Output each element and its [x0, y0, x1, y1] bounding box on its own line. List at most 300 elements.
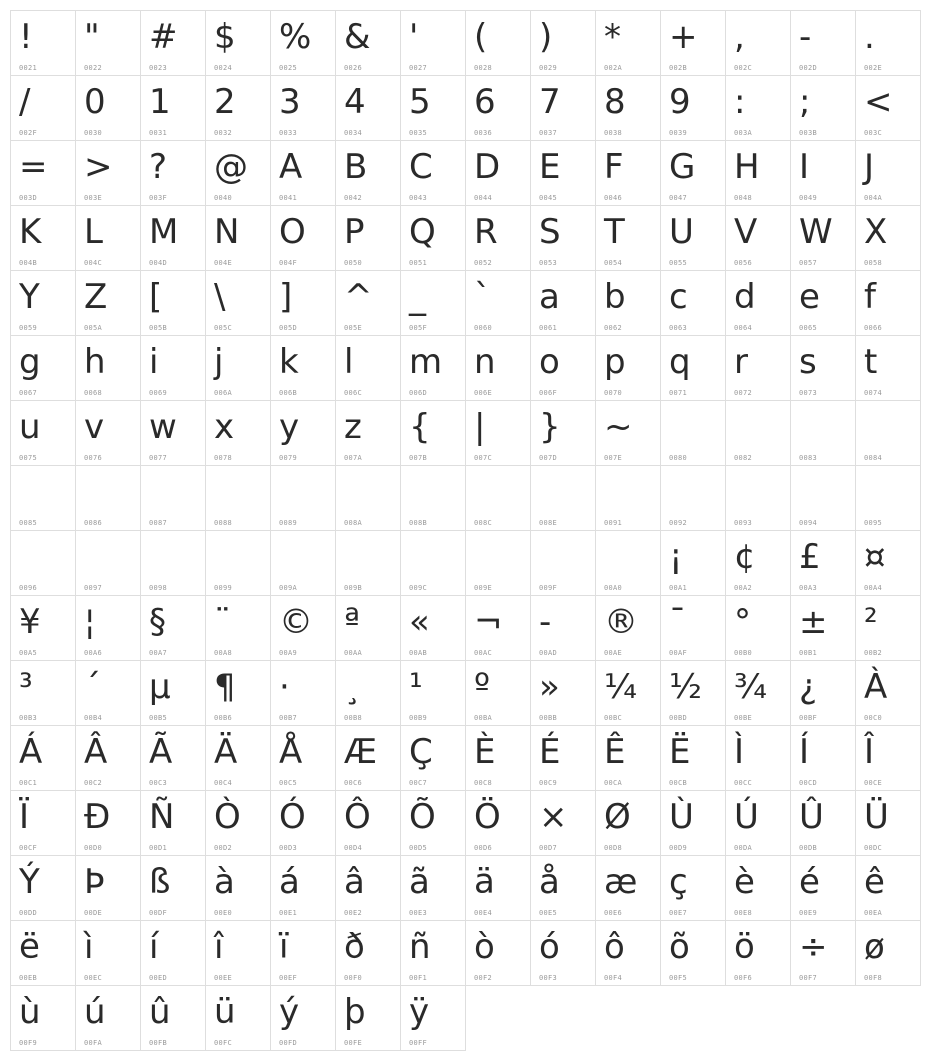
- glyph-char: ?: [149, 147, 168, 187]
- glyph-char: Z: [84, 277, 108, 317]
- glyph-cell-0051: [400, 205, 466, 271]
- glyph-codepoint-label: 00D3: [279, 844, 298, 852]
- glyph-char: ©: [279, 602, 313, 642]
- glyph-codepoint-label: 003A: [734, 129, 753, 137]
- glyph-codepoint-label: 007A: [344, 454, 363, 462]
- glyph-char: ò: [474, 927, 495, 967]
- glyph-cell-0052: [465, 205, 531, 271]
- glyph-codepoint-label: 00C3: [149, 779, 168, 787]
- glyph-cell-00db: [790, 790, 856, 856]
- glyph-cell-00b4: [75, 660, 141, 726]
- glyph-cell-00c5: [270, 725, 336, 791]
- glyph-cell-0096: [10, 530, 76, 596]
- glyph-codepoint-label: 0053: [539, 259, 558, 267]
- glyph-cell-00d2: [205, 790, 271, 856]
- glyph-char: ì: [84, 927, 94, 967]
- glyph-codepoint-label: 0082: [734, 454, 753, 462]
- glyph-codepoint-label: 004A: [864, 194, 883, 202]
- glyph-char: 2: [214, 82, 236, 122]
- glyph-char: \: [214, 277, 226, 317]
- glyph-codepoint-label: 00C0: [864, 714, 883, 722]
- glyph-char: -: [799, 17, 812, 57]
- glyph-char: ¢: [734, 537, 756, 577]
- glyph-cell-00b0: [725, 595, 791, 661]
- glyph-codepoint-label: 00CD: [799, 779, 818, 787]
- glyph-cell-00d6: [465, 790, 531, 856]
- glyph-codepoint-label: 00E7: [669, 909, 688, 917]
- glyph-codepoint-label: 00CA: [604, 779, 623, 787]
- glyph-cell-00c4: [205, 725, 271, 791]
- glyph-codepoint-label: 006B: [279, 389, 298, 397]
- glyph-char: 6: [474, 82, 496, 122]
- glyph-codepoint-label: 002B: [669, 64, 688, 72]
- glyph-cell-00fe: [335, 985, 401, 1051]
- glyph-codepoint-label: 00D9: [669, 844, 688, 852]
- glyph-codepoint-label: 0057: [799, 259, 818, 267]
- glyph-char: ¤: [864, 537, 886, 577]
- glyph-codepoint-label: 0066: [864, 324, 883, 332]
- glyph-codepoint-label: 00C1: [19, 779, 38, 787]
- glyph-codepoint-label: 00B4: [84, 714, 103, 722]
- glyph-cell-00f9: [10, 985, 76, 1051]
- glyph-cell-00fb: [140, 985, 206, 1051]
- glyph-cell-0022: [75, 10, 141, 76]
- glyph-cell-00a7: [140, 595, 206, 661]
- glyph-codepoint-label: 0028: [474, 64, 493, 72]
- glyph-char: Þ: [84, 862, 105, 902]
- glyph-codepoint-label: 00A9: [279, 649, 298, 657]
- glyph-codepoint-label: 0085: [19, 519, 38, 527]
- glyph-cell-0087: [140, 465, 206, 531]
- glyph-codepoint-label: 0065: [799, 324, 818, 332]
- glyph-codepoint-label: 00BF: [799, 714, 818, 722]
- glyph-codepoint-label: 00A0: [604, 584, 623, 592]
- glyph-cell-00be: [725, 660, 791, 726]
- glyph-char: å: [539, 862, 560, 902]
- glyph-cell-00aa: [335, 595, 401, 661]
- glyph-codepoint-label: 00D8: [604, 844, 623, 852]
- glyph-codepoint-label: 0035: [409, 129, 428, 137]
- glyph-cell-0070: [595, 335, 661, 401]
- glyph-cell-00ea: [855, 855, 921, 921]
- glyph-char: Ó: [279, 797, 306, 837]
- glyph-cell-00b5: [140, 660, 206, 726]
- glyph-char: ;: [799, 82, 811, 122]
- glyph-codepoint-label: 0091: [604, 519, 623, 527]
- glyph-char: D: [474, 147, 501, 187]
- glyph-char: ñ: [409, 927, 431, 967]
- glyph-cell-0092: [660, 465, 726, 531]
- glyph-codepoint-label: 00CB: [669, 779, 688, 787]
- glyph-cell-0065: [790, 270, 856, 336]
- glyph-cell-0093: [725, 465, 791, 531]
- glyph-char: à: [214, 862, 235, 902]
- glyph-cell-002d: [790, 10, 856, 76]
- glyph-codepoint-label: 00F5: [669, 974, 688, 982]
- glyph-char: N: [214, 212, 240, 252]
- glyph-char: t: [864, 342, 878, 382]
- glyph-cell-0077: [140, 400, 206, 466]
- glyph-codepoint-label: 00DE: [84, 909, 103, 917]
- glyph-codepoint-label: 00E2: [344, 909, 363, 917]
- glyph-char: r: [734, 342, 748, 382]
- glyph-cell-00cc: [725, 725, 791, 791]
- glyph-cell-00ec: [75, 920, 141, 986]
- glyph-char: X: [864, 212, 888, 252]
- glyph-codepoint-label: 003B: [799, 129, 818, 137]
- glyph-codepoint-label: 0046: [604, 194, 623, 202]
- glyph-cell-009f: [530, 530, 596, 596]
- glyph-cell-007d: [530, 400, 596, 466]
- glyph-cell-00f6: [725, 920, 791, 986]
- glyph-cell-008c: [465, 465, 531, 531]
- glyph-grid: [10, 10, 920, 1050]
- glyph-char: ê: [864, 862, 885, 902]
- glyph-codepoint-label: 00BD: [669, 714, 688, 722]
- glyph-char: ã: [409, 862, 430, 902]
- glyph-cell-0078: [205, 400, 271, 466]
- glyph-codepoint-label: 0084: [864, 454, 883, 462]
- glyph-codepoint-label: 0070: [604, 389, 623, 397]
- glyph-char: %: [279, 17, 312, 57]
- glyph-codepoint-label: 0095: [864, 519, 883, 527]
- glyph-char: Ý: [19, 862, 40, 902]
- glyph-cell-00d0: [75, 790, 141, 856]
- glyph-cell-00ad: [530, 595, 596, 661]
- glyph-codepoint-label: 0022: [84, 64, 103, 72]
- glyph-codepoint-label: 00A5: [19, 649, 38, 657]
- glyph-char: O: [279, 212, 306, 252]
- glyph-codepoint-label: 0059: [19, 324, 38, 332]
- glyph-char: a: [539, 277, 560, 317]
- glyph-char: =: [19, 147, 48, 187]
- glyph-cell-005c: [205, 270, 271, 336]
- glyph-cell-00cf: [10, 790, 76, 856]
- glyph-codepoint-label: 0037: [539, 129, 558, 137]
- glyph-codepoint-label: 00BE: [734, 714, 753, 722]
- glyph-codepoint-label: 0058: [864, 259, 883, 267]
- glyph-cell-00ae: [595, 595, 661, 661]
- glyph-cell-00ab: [400, 595, 466, 661]
- glyph-char: p: [604, 342, 626, 382]
- glyph-codepoint-label: 00DB: [799, 844, 818, 852]
- glyph-char: &: [344, 17, 371, 57]
- glyph-codepoint-label: 003F: [149, 194, 168, 202]
- glyph-cell-007e: [595, 400, 661, 466]
- glyph-cell-009b: [335, 530, 401, 596]
- glyph-codepoint-label: 0056: [734, 259, 753, 267]
- glyph-cell-007a: [335, 400, 401, 466]
- glyph-codepoint-label: 002E: [864, 64, 883, 72]
- glyph-char: b: [604, 277, 626, 317]
- glyph-char: ï: [279, 927, 289, 967]
- glyph-cell-00c8: [465, 725, 531, 791]
- glyph-codepoint-label: 00C5: [279, 779, 298, 787]
- glyph-char: ·: [279, 667, 290, 707]
- glyph-cell-00f4: [595, 920, 661, 986]
- glyph-cell-0039: [660, 75, 726, 141]
- glyph-codepoint-label: 00A6: [84, 649, 103, 657]
- glyph-cell-00a0: [595, 530, 661, 596]
- glyph-codepoint-label: 002A: [604, 64, 623, 72]
- glyph-char: ": [84, 17, 100, 57]
- glyph-char: Â: [84, 732, 108, 772]
- glyph-char: º: [474, 667, 491, 707]
- glyph-cell-0034: [335, 75, 401, 141]
- glyph-codepoint-label: 00B9: [409, 714, 428, 722]
- glyph-cell-006a: [205, 335, 271, 401]
- glyph-char: ~: [604, 407, 633, 447]
- glyph-codepoint-label: 002D: [799, 64, 818, 72]
- glyph-codepoint-label: 0047: [669, 194, 688, 202]
- glyph-cell-00b2: [855, 595, 921, 661]
- glyph-codepoint-label: 00D0: [84, 844, 103, 852]
- glyph-codepoint-label: 00A3: [799, 584, 818, 592]
- glyph-cell-0047: [660, 140, 726, 206]
- glyph-cell-0035: [400, 75, 466, 141]
- glyph-char: Í: [799, 732, 810, 772]
- glyph-char: z: [344, 407, 362, 447]
- glyph-char: k: [279, 342, 299, 382]
- glyph-cell-00b7: [270, 660, 336, 726]
- glyph-codepoint-label: 002F: [19, 129, 38, 137]
- glyph-char: ¿: [799, 667, 818, 707]
- glyph-codepoint-label: 0064: [734, 324, 753, 332]
- glyph-cell-00e8: [725, 855, 791, 921]
- glyph-codepoint-label: 0029: [539, 64, 558, 72]
- glyph-codepoint-label: 003E: [84, 194, 103, 202]
- glyph-char: Î: [864, 732, 875, 772]
- glyph-cell-009c: [400, 530, 466, 596]
- glyph-codepoint-label: 00FB: [149, 1039, 168, 1047]
- glyph-cell-0061: [530, 270, 596, 336]
- glyph-char: ü: [214, 992, 236, 1032]
- glyph-char: Õ: [409, 797, 436, 837]
- glyph-codepoint-label: 00E4: [474, 909, 493, 917]
- glyph-char: ý: [279, 992, 300, 1032]
- glyph-cell-0033: [270, 75, 336, 141]
- glyph-codepoint-label: 007C: [474, 454, 493, 462]
- glyph-char: Ú: [734, 797, 759, 837]
- glyph-codepoint-label: 004F: [279, 259, 298, 267]
- glyph-cell-0025: [270, 10, 336, 76]
- glyph-cell-00d9: [660, 790, 726, 856]
- glyph-char: Á: [19, 732, 43, 772]
- glyph-codepoint-label: 00DC: [864, 844, 883, 852]
- glyph-codepoint-label: 0063: [669, 324, 688, 332]
- glyph-cell-0076: [75, 400, 141, 466]
- glyph-codepoint-label: 00AC: [474, 649, 493, 657]
- glyph-cell-00fc: [205, 985, 271, 1051]
- glyph-char: /: [19, 82, 31, 122]
- glyph-cell-0099: [205, 530, 271, 596]
- glyph-cell-003f: [140, 140, 206, 206]
- glyph-cell-00d5: [400, 790, 466, 856]
- glyph-codepoint-label: 0098: [149, 584, 168, 592]
- glyph-char: À: [864, 667, 888, 707]
- glyph-codepoint-label: 0061: [539, 324, 558, 332]
- glyph-codepoint-label: 0025: [279, 64, 298, 72]
- glyph-codepoint-label: 0068: [84, 389, 103, 397]
- glyph-cell-00ba: [465, 660, 531, 726]
- glyph-cell-0055: [660, 205, 726, 271]
- glyph-char: 9: [669, 82, 691, 122]
- glyph-codepoint-label: 0055: [669, 259, 688, 267]
- glyph-char: B: [344, 147, 368, 187]
- glyph-cell-00ef: [270, 920, 336, 986]
- glyph-cell-006d: [400, 335, 466, 401]
- glyph-cell-00e3: [400, 855, 466, 921]
- glyph-codepoint-label: 0044: [474, 194, 493, 202]
- glyph-codepoint-label: 0072: [734, 389, 753, 397]
- glyph-cell-00cd: [790, 725, 856, 791]
- glyph-codepoint-label: 00B2: [864, 649, 883, 657]
- glyph-codepoint-label: 0036: [474, 129, 493, 137]
- glyph-codepoint-label: 00D4: [344, 844, 363, 852]
- glyph-char: V: [734, 212, 758, 252]
- glyph-char: i: [149, 342, 159, 382]
- glyph-cell-00c0: [855, 660, 921, 726]
- glyph-char: £: [799, 537, 821, 577]
- glyph-char: È: [474, 732, 496, 772]
- glyph-char: <: [864, 82, 893, 122]
- glyph-char: K: [19, 212, 42, 252]
- glyph-codepoint-label: 00D2: [214, 844, 233, 852]
- glyph-cell-00e1: [270, 855, 336, 921]
- glyph-codepoint-label: 0032: [214, 129, 233, 137]
- glyph-char: Ê: [604, 732, 626, 772]
- glyph-char: Ï: [19, 797, 30, 837]
- glyph-cell-00a1: [660, 530, 726, 596]
- glyph-cell-00de: [75, 855, 141, 921]
- glyph-cell-0066: [855, 270, 921, 336]
- glyph-codepoint-label: 0038: [604, 129, 623, 137]
- glyph-codepoint-label: 00C4: [214, 779, 233, 787]
- glyph-char: ¼: [604, 667, 637, 707]
- glyph-codepoint-label: 0052: [474, 259, 493, 267]
- glyph-codepoint-label: 0060: [474, 324, 493, 332]
- glyph-codepoint-label: 00A8: [214, 649, 233, 657]
- glyph-char: Ä: [214, 732, 238, 772]
- glyph-cell-0084: [855, 400, 921, 466]
- glyph-cell-0057: [790, 205, 856, 271]
- glyph-char: ð: [344, 927, 365, 967]
- glyph-char: Y: [19, 277, 40, 317]
- glyph-char: 4: [344, 82, 366, 122]
- glyph-codepoint-label: 00AB: [409, 649, 428, 657]
- glyph-char: î: [214, 927, 224, 967]
- glyph-char: Ì: [734, 732, 745, 772]
- glyph-char: .: [864, 17, 875, 57]
- glyph-char: s: [799, 342, 817, 382]
- glyph-cell-00ff: [400, 985, 466, 1051]
- glyph-char: ¸: [344, 667, 361, 707]
- glyph-codepoint-label: 00E9: [799, 909, 818, 917]
- glyph-cell-004b: [10, 205, 76, 271]
- glyph-codepoint-label: 0071: [669, 389, 688, 397]
- glyph-cell-0024: [205, 10, 271, 76]
- glyph-cell-00b6: [205, 660, 271, 726]
- glyph-cell-00af: [660, 595, 726, 661]
- glyph-char: q: [669, 342, 691, 382]
- glyph-cell-00d4: [335, 790, 401, 856]
- glyph-codepoint-label: 0027: [409, 64, 428, 72]
- glyph-cell-00ce: [855, 725, 921, 791]
- glyph-char: o: [539, 342, 560, 382]
- glyph-char: w: [149, 407, 177, 447]
- glyph-cell-00e2: [335, 855, 401, 921]
- glyph-codepoint-label: 0045: [539, 194, 558, 202]
- glyph-codepoint-label: 00F3: [539, 974, 558, 982]
- glyph-cell-00a8: [205, 595, 271, 661]
- glyph-cell-0036: [465, 75, 531, 141]
- glyph-char: !: [19, 17, 33, 57]
- glyph-codepoint-label: 00EE: [214, 974, 233, 982]
- glyph-codepoint-label: 00F6: [734, 974, 753, 982]
- glyph-cell-0058: [855, 205, 921, 271]
- glyph-cell-0030: [75, 75, 141, 141]
- glyph-cell-002a: [595, 10, 661, 76]
- glyph-cell-00dd: [10, 855, 76, 921]
- glyph-cell-0088: [205, 465, 271, 531]
- glyph-cell-00df: [140, 855, 206, 921]
- glyph-char: õ: [669, 927, 690, 967]
- glyph-char: Ë: [669, 732, 691, 772]
- glyph-codepoint-label: 004E: [214, 259, 233, 267]
- glyph-cell-002c: [725, 10, 791, 76]
- glyph-codepoint-label: 00E3: [409, 909, 428, 917]
- glyph-char: Æ: [344, 732, 378, 772]
- glyph-cell-0091: [595, 465, 661, 531]
- glyph-char: ¶: [214, 667, 236, 707]
- glyph-cell-005b: [140, 270, 206, 336]
- glyph-codepoint-label: 008B: [409, 519, 428, 527]
- glyph-codepoint-label: 00B1: [799, 649, 818, 657]
- glyph-cell-00c6: [335, 725, 401, 791]
- glyph-codepoint-label: 0093: [734, 519, 753, 527]
- glyph-codepoint-label: 00B0: [734, 649, 753, 657]
- glyph-codepoint-label: 00F8: [864, 974, 883, 982]
- glyph-codepoint-label: 00EB: [19, 974, 38, 982]
- glyph-char: ª: [344, 602, 361, 642]
- glyph-char: ÿ: [409, 992, 430, 1032]
- glyph-char: §: [149, 602, 166, 642]
- glyph-codepoint-label: 00B7: [279, 714, 298, 722]
- glyph-codepoint-label: 00FD: [279, 1039, 298, 1047]
- glyph-codepoint-label: 00EC: [84, 974, 103, 982]
- glyph-cell-00e6: [595, 855, 661, 921]
- glyph-codepoint-label: 0074: [864, 389, 883, 397]
- glyph-cell-00fa: [75, 985, 141, 1051]
- glyph-cell-00da: [725, 790, 791, 856]
- glyph-codepoint-label: 009C: [409, 584, 428, 592]
- glyph-codepoint-label: 0079: [279, 454, 298, 462]
- glyph-codepoint-label: 0023: [149, 64, 168, 72]
- glyph-char: ¦: [84, 602, 96, 642]
- glyph-codepoint-label: 00E6: [604, 909, 623, 917]
- glyph-cell-00b3: [10, 660, 76, 726]
- glyph-cell-00ed: [140, 920, 206, 986]
- glyph-char: 0: [84, 82, 106, 122]
- glyph-codepoint-label: 00CF: [19, 844, 38, 852]
- glyph-codepoint-label: 00A4: [864, 584, 883, 592]
- glyph-codepoint-label: 00C9: [539, 779, 558, 787]
- glyph-char: ): [539, 17, 553, 57]
- glyph-char: J: [864, 147, 875, 187]
- glyph-cell-0073: [790, 335, 856, 401]
- glyph-codepoint-label: 0083: [799, 454, 818, 462]
- glyph-char: ß: [149, 862, 171, 902]
